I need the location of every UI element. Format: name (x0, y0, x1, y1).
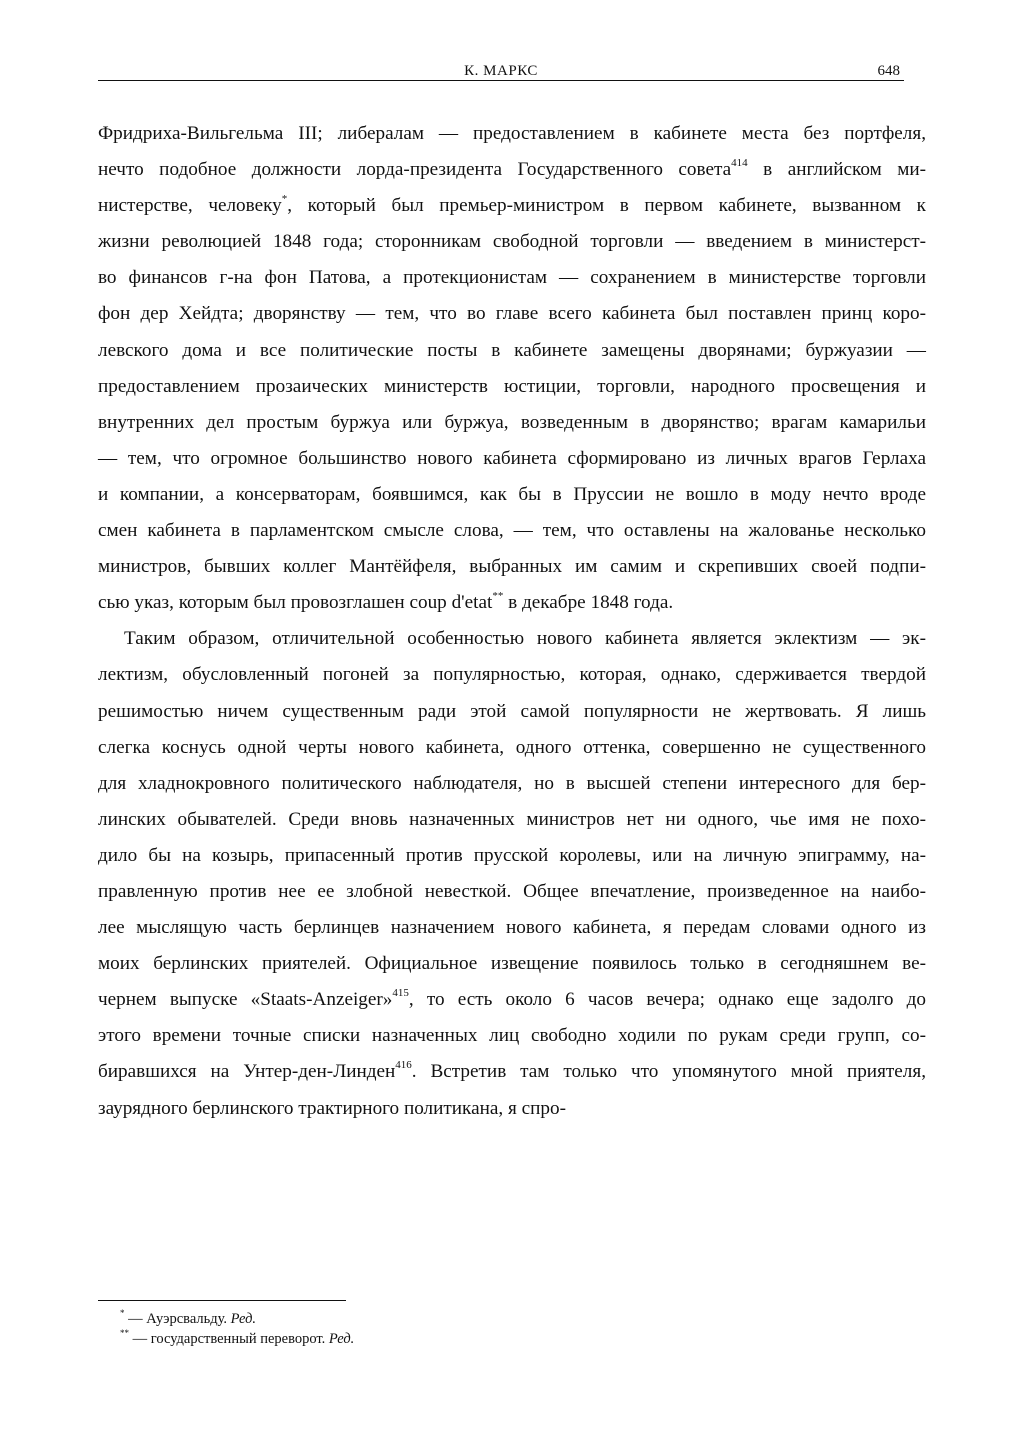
text-line: чернем выпуске «Staats-Anzeiger»$^{415}$, то есть около 6 часов вечера; однако еще задолго до (98, 986, 926, 1011)
text-line: этого времени точные списки назначенных лиц свободно ходили по рукам среди групп, со- (98, 1025, 926, 1047)
text-line: смен кабинета в парламентском смысле слова, — тем, что оставлены на жалованье несколько (98, 520, 926, 542)
text-line: лее мыслящую часть берлинцев назначением нового кабинета, я передам словами одного из (98, 917, 926, 939)
footnote-mark: ** (120, 1328, 129, 1339)
text-line: заурядного берлинского трактирного политикана, я спро- (98, 1097, 566, 1119)
text-line: левского дома и все политические посты в кабинете замещены дворянами; буржуазии — (98, 339, 926, 361)
endnote-ref-415: 415 (392, 986, 409, 999)
paragraph-2 (98, 621, 926, 1126)
text-line: моих берлинских приятелей. Официальное извещение появилось только в сегодняшнем ве- (98, 953, 926, 975)
editor-mark: Ред. (328, 1331, 355, 1347)
footnote-item: * — Ауэрсвальду. Ред. (120, 1308, 257, 1327)
page-number: 648 (877, 63, 900, 79)
main-text (98, 116, 926, 1127)
text-line: Таким образом, отличительной особенностью нового кабинета является эклектизм — эк- (124, 628, 926, 650)
footnote-divider (98, 1300, 346, 1301)
text-line: решимостью ничем существенным ради этой самой популярности не жертвовать. Я лишь (98, 700, 926, 722)
endnote-ref-414: 414 (731, 156, 748, 169)
text-line: Фридриха-Вильгельма III; либералам — предоставлением в кабинете места без портфеля, (98, 123, 926, 144)
running-header-title: К. МАРКС (464, 63, 538, 79)
text-line: для хладнокровного политического наблюдателя, но в высшей степени интересного для бер- (98, 772, 926, 794)
text-line: фон дер Хейдта; дворянству — тем, что во главе всего кабинета был поставлен принц коро- (98, 303, 926, 325)
text-line: предоставлением прозаических министерств юстиции, торговли, народного просвещения и (98, 375, 926, 397)
running-header (98, 60, 904, 81)
footnote-mark: * (120, 1308, 125, 1319)
text-line: линских обывателей. Среди вновь назначенных министров нет ни одного, чье имя не похо- (98, 808, 926, 830)
text-line: правленную против нее ее злобной невесткой. Общее впечатление, произведенное на наибо- (98, 880, 926, 902)
text-line: жизни революцией 1848 года; сторонникам свободной торговли — введением в министерст- (98, 231, 926, 253)
text-line: и компании, а консерваторам, боявшимся, как бы в Пруссии не вошло в моду нечто вроде (98, 483, 926, 505)
endnote-ref-416: 416 (395, 1059, 412, 1072)
footnotes (120, 1309, 354, 1349)
paragraph-1 (98, 116, 926, 621)
editor-mark: Ред. (230, 1311, 257, 1327)
text-line: внутренних дел простым буржуа или буржуа, возведенным в дворянство; врагам камарильи (98, 411, 926, 433)
text-line: сью указ, которым был провозглашен coup d'etat** в декабре 1848 года. (98, 589, 674, 614)
footnote-item: ** — государственный переворот. Ред. (120, 1328, 355, 1347)
text-line: министров, бывших коллег Мантёйфеля, выбранных им самим и скрепивших своей подпи- (98, 556, 926, 578)
text-line: слегка коснусь одной черты нового кабинета, одного оттенка, совершенно не существенного (98, 736, 926, 758)
text-line: — тем, что огромное большинство нового кабинета сформировано из личных врагов Герлаха (98, 447, 926, 469)
text-line: лектизм, обусловленный погоней за популярностью, которая, однако, сдерживается твердой (98, 664, 926, 686)
text-line: нистерстве, человеку*, который был премьер-министром в первом кабинете, вызванном к (98, 192, 926, 217)
footnote-ref-star: * (281, 192, 288, 205)
text-line: дило бы на козырь, припасенный против прусской королевы, или на личную эпиграмму, на- (98, 844, 926, 866)
footnote-ref-double-star: ** (492, 589, 504, 602)
text-line: нечто подобное должности лорда-президента Государственного совета$^{414}$ в английском ми- (98, 156, 927, 181)
text-line: биравшихся на Унтер-ден-Линден$^{416}$. Встретив там только что упомянутого мной приятеля, (98, 1059, 926, 1083)
text-line: во финансов г-на фон Патова, а протекционистам — сохранением в министерстве торговли (98, 267, 926, 289)
